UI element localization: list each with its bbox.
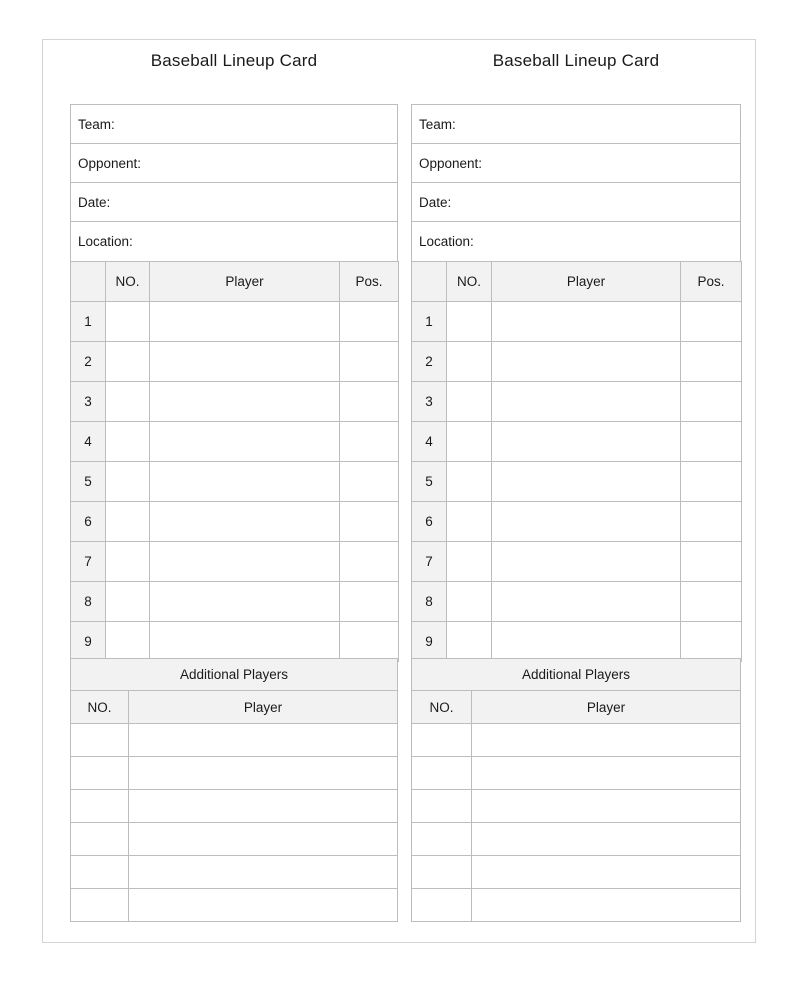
player-name-cell[interactable] [492,582,681,622]
player-position-cell[interactable] [681,622,742,662]
batting-order-number: 4 [412,422,447,462]
additional-number-cell[interactable] [412,790,472,823]
card-title: Baseball Lineup Card [492,51,660,70]
team-field[interactable]: Team: [71,105,397,144]
lineup-row [412,382,742,422]
player-number-cell[interactable] [447,342,492,382]
additional-name-cell[interactable] [129,823,398,856]
additional-player-row [71,856,398,889]
additional-number-cell[interactable] [412,757,472,790]
player-number-cell[interactable] [106,622,150,662]
player-number-cell[interactable] [106,342,150,382]
additional-player-header: Player [472,691,741,724]
location-field[interactable]: Location: [78,234,133,249]
lineup-row [71,582,399,622]
additional-name-cell[interactable] [472,724,741,757]
player-name-cell[interactable] [492,302,681,342]
additional-name-cell[interactable] [129,790,398,823]
player-position-cell[interactable] [681,342,742,382]
lineup-row [71,382,399,422]
additional-player-row [71,724,398,757]
player-position-cell[interactable] [681,422,742,462]
player-position-cell[interactable] [681,462,742,502]
additional-name-cell[interactable] [129,889,398,922]
lineup-row [71,302,399,342]
player-position-cell[interactable] [681,582,742,622]
batting-order-number: 2 [412,342,447,382]
batting-order-number: 3 [412,382,447,422]
player-number-cell[interactable] [106,542,150,582]
player-number-cell[interactable] [447,542,492,582]
player-position-cell[interactable] [340,542,399,582]
player-number-cell[interactable] [106,462,150,502]
lineup-card-sheet [42,39,756,943]
lineup-row [412,622,742,662]
batting-order-number: 8 [71,582,106,622]
player-number-cell[interactable] [106,422,150,462]
player-number-cell[interactable] [106,582,150,622]
lineup-row [71,342,399,382]
additional-player-row [412,823,741,856]
player-name-cell[interactable] [492,382,681,422]
additional-number-cell[interactable] [412,823,472,856]
additional-name-cell[interactable] [472,856,741,889]
player-number-cell[interactable] [447,462,492,502]
card-title: Baseball Lineup Card [150,51,318,70]
player-name-cell[interactable] [150,582,340,622]
player-position-cell[interactable] [340,422,399,462]
batting-order-number: 9 [71,622,106,662]
player-column-header: Player [150,262,340,302]
opponent-field[interactable]: Opponent: [71,144,397,183]
number-column-header: NO. [447,262,492,302]
additional-number-cell[interactable] [412,889,472,922]
additional-number-cell[interactable] [71,823,129,856]
additional-number-cell[interactable] [71,724,129,757]
lineup-header-row [71,262,399,302]
batting-order-number: 9 [412,622,447,662]
additional-name-cell[interactable] [129,724,398,757]
player-name-cell[interactable] [150,622,340,662]
batting-order-number: 7 [412,542,447,582]
batting-order-number: 1 [71,302,106,342]
additional-number-cell[interactable] [71,790,129,823]
player-number-cell[interactable] [106,502,150,542]
player-position-cell[interactable] [340,462,399,502]
date-field[interactable]: Date: [412,183,740,222]
lineup-table [411,261,742,662]
additional-number-cell[interactable] [71,889,129,922]
additional-number-header: NO. [412,691,472,724]
batting-order-number: 6 [412,502,447,542]
additional-name-cell[interactable] [472,823,741,856]
additional-player-row [412,790,741,823]
lineup-header-row [412,262,742,302]
player-position-cell[interactable] [340,302,399,342]
additional-players-table [70,658,398,922]
position-column-header: Pos. [681,262,742,302]
additional-name-cell[interactable] [129,856,398,889]
player-name-cell[interactable] [492,622,681,662]
player-name-cell[interactable] [492,502,681,542]
player-position-cell[interactable] [340,622,399,662]
lineup-row [71,422,399,462]
lineup-row [412,462,742,502]
additional-player-row [71,889,398,922]
lineup-row [412,502,742,542]
additional-name-cell[interactable] [472,790,741,823]
batting-order-number: 6 [71,502,106,542]
lineup-row [412,542,742,582]
additional-players-table [411,658,741,922]
player-position-cell[interactable] [681,502,742,542]
player-name-cell[interactable] [492,542,681,582]
player-number-cell[interactable] [447,622,492,662]
additional-name-cell[interactable] [129,757,398,790]
lineup-row [71,462,399,502]
player-name-cell[interactable] [150,342,340,382]
player-position-cell[interactable] [340,382,399,422]
player-name-cell[interactable] [150,462,340,502]
player-name-cell[interactable] [492,422,681,462]
lineup-row [71,502,399,542]
lineup-row [412,342,742,382]
additional-players-heading: Additional Players [71,659,398,691]
player-position-cell[interactable] [681,382,742,422]
player-number-cell[interactable] [447,502,492,542]
additional-number-cell[interactable] [71,757,129,790]
additional-number-cell[interactable] [71,856,129,889]
player-name-cell[interactable] [150,302,340,342]
player-name-cell[interactable] [492,342,681,382]
player-position-cell[interactable] [681,302,742,342]
lineup-row [71,622,399,662]
lineup-row [71,542,399,582]
additional-player-row [71,823,398,856]
additional-player-row [71,790,398,823]
batting-order-number: 1 [412,302,447,342]
additional-player-header: Player [129,691,398,724]
player-name-cell[interactable] [150,382,340,422]
additional-number-cell[interactable] [412,856,472,889]
player-number-cell[interactable] [106,302,150,342]
player-name-cell[interactable] [150,502,340,542]
additional-number-cell[interactable] [412,724,472,757]
position-column-header: Pos. [340,262,399,302]
batting-order-header [71,262,106,302]
player-position-cell[interactable] [681,542,742,582]
player-name-cell[interactable] [150,542,340,582]
additional-player-row [71,757,398,790]
player-position-cell[interactable] [340,582,399,622]
player-number-cell[interactable] [447,422,492,462]
player-number-cell[interactable] [447,582,492,622]
batting-order-number: 5 [412,462,447,502]
lineup-table [70,261,399,662]
batting-order-header [412,262,447,302]
team-field[interactable]: Team: [412,105,740,144]
player-number-cell[interactable] [447,382,492,422]
additional-player-row [412,757,741,790]
additional-player-row [412,856,741,889]
number-column-header: NO. [106,262,150,302]
additional-player-row [412,889,741,922]
additional-name-cell[interactable] [472,757,741,790]
player-number-cell[interactable] [106,382,150,422]
batting-order-number: 4 [71,422,106,462]
batting-order-number: 5 [71,462,106,502]
batting-order-number: 2 [71,342,106,382]
player-position-cell[interactable] [340,342,399,382]
additional-name-cell[interactable] [472,889,741,922]
lineup-row [412,422,742,462]
additional-player-row [412,724,741,757]
player-name-cell[interactable] [492,462,681,502]
opponent-field[interactable]: Opponent: [412,144,740,183]
player-name-cell[interactable] [150,422,340,462]
additional-players-heading: Additional Players [412,659,741,691]
player-column-header: Player [492,262,681,302]
game-info-box [70,104,398,262]
location-field[interactable]: Location: [419,234,474,249]
batting-order-number: 8 [412,582,447,622]
additional-number-header: NO. [71,691,129,724]
lineup-row [412,302,742,342]
date-field[interactable]: Date: [71,183,397,222]
batting-order-number: 3 [71,382,106,422]
game-info-box [411,104,741,262]
player-number-cell[interactable] [447,302,492,342]
player-position-cell[interactable] [340,502,399,542]
batting-order-number: 7 [71,542,106,582]
lineup-row [412,582,742,622]
